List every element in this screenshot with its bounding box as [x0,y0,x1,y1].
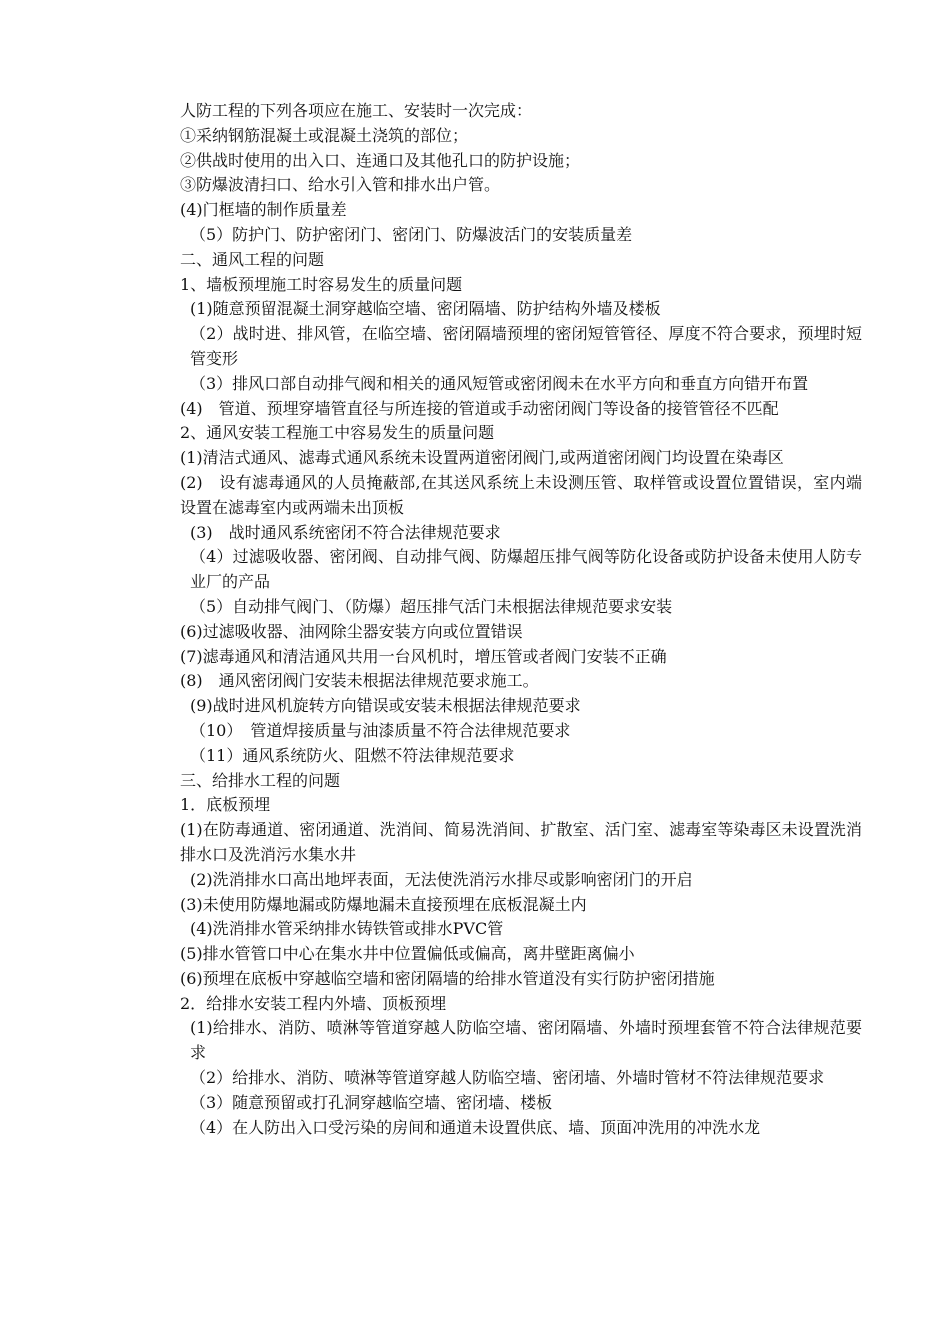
list-item: (1)随意预留混凝土洞穿越临空墙、密闭隔墙、防护结构外墙及楼板 [190,299,661,319]
list-item: (8) 通风密闭阀门安装未根据法律规范要求施工。 [180,671,539,691]
paragraph: 人防工程的下列各项应在施工、安装时一次完成： [180,101,533,120]
list-item: (4)洗消排水管采纳排水铸铁管或排水PVC管 [190,919,504,939]
list-item: (9)战时进风机旋转方向错误或安装未根据法律规范要求 [190,696,581,716]
list-item: (1)给排水、消防、喷淋等管道穿越人防临空墙、密闭隔墙、外墙时预埋套管不符合法律规范要求 [190,1018,862,1063]
subsection-heading: 1．底板预埋 [180,795,271,815]
list-item: （2）战时进、排风管，在临空墙、密闭隔墙预埋的密闭短管管径、厚度不符合要求，预埋时短管变形 [190,324,862,368]
document-body [140,99,862,1140]
subsection-heading: 2．给排水安装工程内外墙、顶板预埋 [180,993,447,1013]
subsection-heading: 2、通风安装工程施工中容易发生的质量问题 [180,423,495,443]
list-item: （3）随意预留或打孔洞穿越临空墙、密闭墙、楼板 [190,1092,553,1112]
section-heading: 二、通风工程的问题 [180,249,325,269]
subsection-heading: 1、墙板预埋施工时容易发生的质量问题 [180,274,463,294]
list-item: （5）自动排气阀门、（防爆）超压排气活门未根据法律规范要求安装 [190,596,673,616]
list-item: （11）通风系统防火、阻燃不符法律规范要求 [190,745,515,765]
list-item: (6)过滤吸收器、油网除尘器安装方向或位置错误 [180,621,523,641]
list-item: (7)滤毒通风和清洁通风共用一台风机时，增压管或者阀门安装不正确 [180,646,667,666]
list-item: (1)在防毒通道、密闭通道、洗消间、简易洗消间、扩散室、活门室、滤毒室等染毒区未设置洗消排水口及洗消污水集水井 [180,820,862,864]
list-item: (4) 管道、预埋穿墙管直径与所连接的管道或手动密闭阀门等设备的接管管径不匹配 [180,398,779,418]
list-item: (3)未使用防爆地漏或防爆地漏未直接预埋在底板混凝土内 [180,894,587,914]
list-item: (6)预埋在底板中穿越临空墙和密闭隔墙的给排水管道没有实行防护密闭措施 [180,968,715,988]
list-item: (2)洗消排水口高出地坪表面，无法使洗消污水排尽或影响密闭门的开启 [190,869,693,889]
list-item: (1)清洁式通风、滤毒式通风系统未设置两道密闭阀门,或两道密闭阀门均设置在染毒区 [180,448,784,468]
list-item: ①采纳钢筋混凝土或混凝土浇筑的部位； [180,125,469,145]
list-item: ②供战时使用的出入口、连通口及其他孔口的防护设施； [180,150,581,170]
list-item: （5）防护门、防护密闭门、密闭门、防爆波活门的安装质量差 [190,224,633,244]
section-heading: 三、给排水工程的问题 [180,770,341,790]
list-item: (5)排水管管口中心在集水井中位置偏低或偏高，离井壁距离偏小 [180,944,635,964]
list-item: （3）排风口部自动排气阀和相关的通风短管或密闭阀未在水平方向和垂直方向错开布置 [190,373,809,393]
list-item: （2）给排水、消防、喷淋等管道穿越人防临空墙、密闭墙、外墙时管材不符法律规范要求 [190,1068,825,1088]
list-item: (4)门框墙的制作质量差 [180,200,347,220]
list-item: （4）在人防出入口受污染的房间和通道未设置供底、墙、顶面冲洗用的冲洗水龙 [190,1117,761,1137]
list-item: (2) 设有滤毒通风的人员掩蔽部,在其送风系统上未设测压管、取样管或设置位置错误，室内端设置在滤毒室内或两端未出顶板 [180,472,862,517]
list-item: ③防爆波清扫口、给水引入管和排水出户管。 [180,175,501,195]
list-item: (3) 战时通风系统密闭不符合法律规范要求 [190,522,501,542]
list-item: （10） 管道焊接质量与油漆质量不符合法律规范要求 [190,720,571,740]
list-item: （4）过滤吸收器、密闭阀、自动排气阀、防爆超压排气阀等防化设备或防护设备未使用人防专业厂的产品 [190,547,862,592]
